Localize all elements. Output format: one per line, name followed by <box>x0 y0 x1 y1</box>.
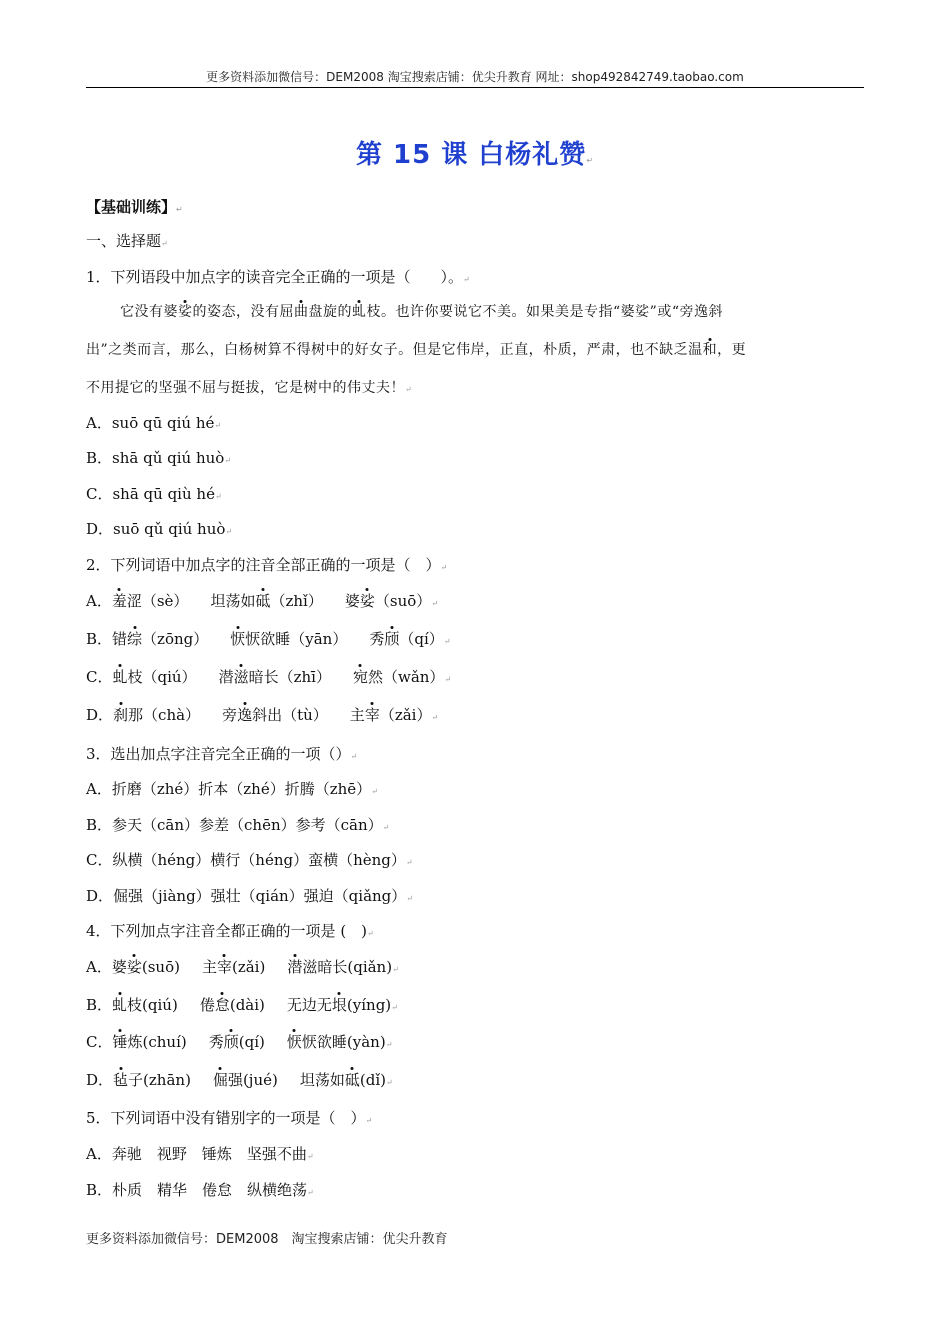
question-1-passage-line-1: 它没有婆娑的姿态，没有屈曲盘旋的虬枝。也许你要说它不美。如果美是专指“婆娑”或“旁逸斜 <box>120 304 723 320</box>
question-5-option-a: A．奔驰 视野 锤炼 坚强不曲↵ <box>86 1145 314 1163</box>
question-5-option-b: B．朴质 精华 倦怠 纵横绝荡↵ <box>86 1181 314 1199</box>
question-5-stem: 5．下列词语中没有错别字的一项是（ ）↵ <box>86 1109 373 1127</box>
question-3-option-c: C．纵横（héng）横行（héng）蛮横（hèng）↵ <box>86 851 413 869</box>
section-heading: 【基础训练】↵ <box>86 198 183 216</box>
question-1-option-a: A．suō qū qiú hé↵ <box>86 414 222 432</box>
question-1-passage-line-2: 出”之类而言，那么，白杨树算不得树中的好女子。但是它伟岸，正直，朴质，严肃，也不缺乏温和，更 <box>86 342 747 358</box>
page-header: 更多资料添加微信号：DEM2008 淘宝搜索店铺：优尖升教育 网址：shop492842749.taobao.com <box>206 70 744 84</box>
page-title: 第 15 课 白杨礼赞↵ <box>355 140 595 170</box>
question-4-option-c: C．锤炼(chuí) 秀颀(qí) 恹恹欲睡(yàn)↵ <box>86 1033 393 1051</box>
question-1-option-b: B．shā qǔ qiú huò↵ <box>86 449 232 467</box>
header-divider <box>86 87 864 88</box>
question-4-option-a: A．婆娑(suō) 主宰(zǎi) 潜滋暗长(qiǎn)↵ <box>86 958 399 976</box>
question-3-option-b: B．参天（cān）参差（chēn）参考（cān）↵ <box>86 816 390 834</box>
part-heading: 一、选择题↵ <box>86 232 168 250</box>
question-1-option-c: C．shā qū qiù hé↵ <box>86 485 222 503</box>
question-4-option-b: B．虬枝(qiú) 倦怠(dài) 无边无垠(yíng)↵ <box>86 996 398 1014</box>
question-2-option-c: C．虬枝（qiú） 潜滋暗长（zhī） 宛然（wǎn）↵ <box>86 668 452 686</box>
question-1-passage-line-3: 不用提它的坚强不屈与挺拔，它是树中的伟丈夫！↵ <box>86 380 413 396</box>
question-2-option-a: A．羞涩（sè） 坦荡如砥（zhǐ） 婆娑（suō）↵ <box>86 592 438 610</box>
question-4-stem: 4．下列加点字注音全都正确的一项是 ( )↵ <box>86 922 374 940</box>
question-3-option-d: D．倔强（jiàng）强壮（qián）强迫（qiǎng）↵ <box>86 887 413 905</box>
question-2-option-d: D．刹那（chà） 旁逸斜出（tù） 主宰（zǎi）↵ <box>86 706 439 724</box>
question-3-option-a: A．折磨（zhé）折本（zhé）折腾（zhē）↵ <box>86 780 378 798</box>
question-2-stem: 2．下列词语中加点字的注音全部正确的一项是（ ）↵ <box>86 556 448 574</box>
question-4-option-d: D．毡子(zhān) 倔强(jué) 坦荡如砥(dǐ)↵ <box>86 1071 393 1089</box>
question-2-option-b: B．错综（zōng） 恹恹欲睡（yān） 秀颀（qí）↵ <box>86 630 451 648</box>
question-3-stem: 3．选出加点字注音完全正确的一项（）↵ <box>86 745 358 763</box>
question-1-stem: 1．下列语段中加点字的读音完全正确的一项是（ ）。↵ <box>86 268 470 286</box>
question-1-option-d: D．suō qǔ qiú huò↵ <box>86 520 233 538</box>
page-footer: 更多资料添加微信号：DEM2008 淘宝搜索店铺：优尖升教育 <box>86 1232 448 1247</box>
